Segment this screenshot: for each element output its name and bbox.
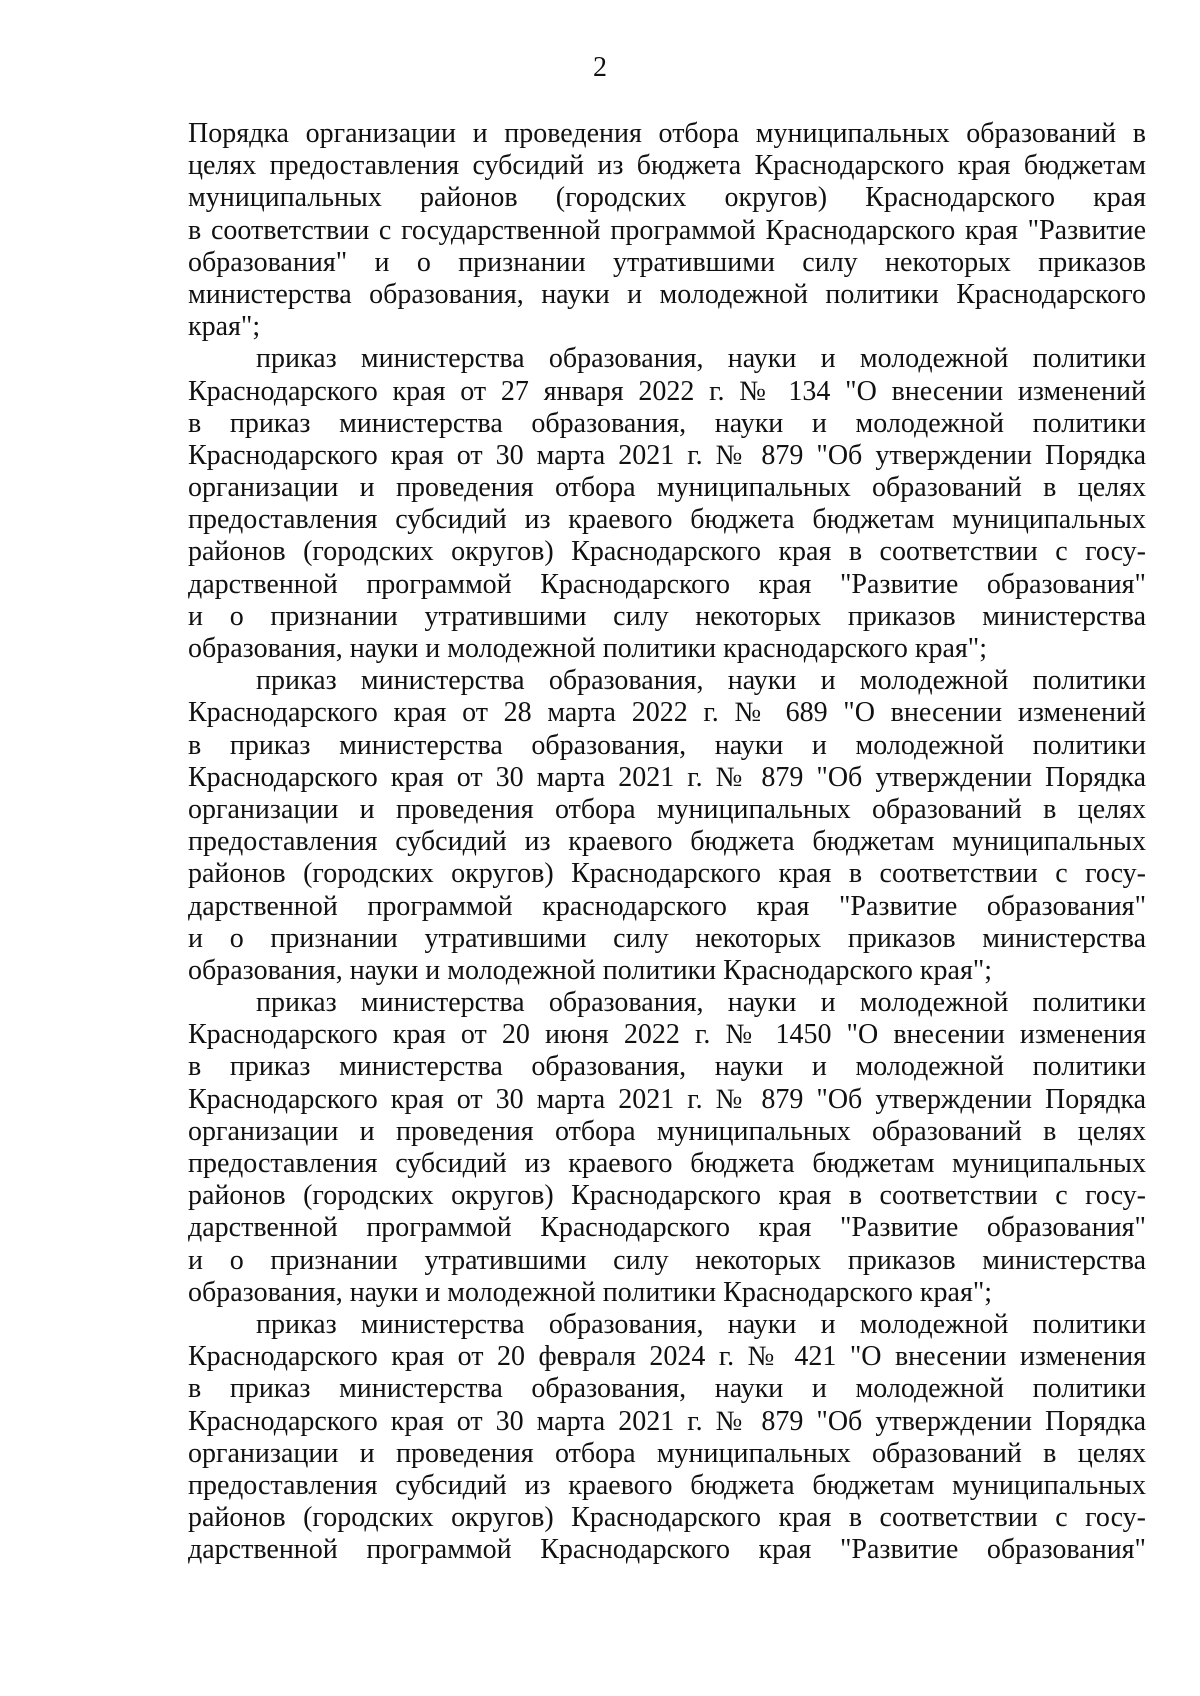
text-line: дарственной программой Краснодарского края "Развитие образования" [188, 1534, 1146, 1566]
text-line: края"; [188, 311, 261, 343]
text-line: организации и проведения отбора муниципальных образований в целях [188, 793, 1146, 825]
text-line: дарственной программой краснодарского края "Развитие образования" [188, 890, 1146, 922]
text-line: организации и проведения отбора муниципальных образований в целях [188, 1437, 1146, 1469]
text-line: районов (городских округов) Краснодарского края в соответствии с госу- [188, 1502, 1146, 1534]
text-line: дарственной программой Краснодарского края "Развитие образования" [188, 568, 1146, 600]
text-line: в приказ министерства образования, науки и молодежной политики [188, 729, 1146, 761]
text-line: Краснодарского края от 20 июня 2022 г. № 1450 "О внесении изменения [188, 1019, 1146, 1051]
text-line: образования, науки и молодежной политики Краснодарского края"; [188, 1276, 993, 1308]
text-line: Краснодарского края от 30 марта 2021 г. № 879 "Об утверждении Порядка [188, 439, 1146, 471]
text-line: образования, науки и молодежной политики Краснодарского края"; [188, 954, 993, 986]
paragraph-first-line: приказ министерства образования, науки и молодежной политики [256, 1308, 1146, 1340]
text-line: Краснодарского края от 27 января 2022 г. № 134 "О внесении изменений [188, 375, 1146, 407]
text-line: министерства образования, науки и молодежной политики Краснодарского [188, 278, 1146, 310]
text-line: дарственной программой Краснодарского края "Развитие образования" [188, 1212, 1146, 1244]
text-line: в приказ министерства образования, науки и молодежной политики [188, 407, 1146, 439]
text-line: в приказ министерства образования, науки и молодежной политики [188, 1051, 1146, 1083]
text-line: и о признании утратившими силу некоторых приказов министерства [188, 600, 1146, 632]
text-line: Порядка организации и проведения отбора муниципальных образований в [188, 118, 1146, 149]
text-line: Краснодарского края от 30 марта 2021 г. № 879 "Об утверждении Порядка [188, 1083, 1146, 1115]
text-line: в соответствии с государственной программой Краснодарского края "Развитие [188, 214, 1146, 246]
paragraph-first-line: приказ министерства образования, науки и молодежной политики [256, 665, 1146, 697]
text-line: Краснодарского края от 30 марта 2021 г. № 879 "Об утверждении Порядка [188, 1405, 1146, 1437]
text-line: Краснодарского края от 20 февраля 2024 г. № 421 "О внесении изменения [188, 1341, 1146, 1373]
document-body [188, 118, 1146, 1566]
text-line: районов (городских округов) Краснодарского края в соответствии с госу- [188, 1180, 1146, 1212]
text-line: Краснодарского края от 30 марта 2021 г. № 879 "Об утверждении Порядка [188, 761, 1146, 793]
text-line: предоставления субсидий из краевого бюджета бюджетам муниципальных [188, 1469, 1146, 1501]
page-number: 2 [593, 52, 607, 83]
text-line: организации и проведения отбора муниципальных образований в целях [188, 472, 1146, 504]
text-line: Краснодарского края от 28 марта 2022 г. № 689 "О внесении изменений [188, 697, 1146, 729]
text-line: предоставления субсидий из краевого бюджета бюджетам муниципальных [188, 826, 1146, 858]
text-line: организации и проведения отбора муниципальных образований в целях [188, 1115, 1146, 1147]
paragraph-first-line: приказ министерства образования, науки и молодежной политики [256, 343, 1146, 375]
text-line: предоставления субсидий из краевого бюджета бюджетам муниципальных [188, 1148, 1146, 1179]
text-line: образования, науки и молодежной политики краснодарского края"; [188, 633, 987, 664]
text-line: и о признании утратившими силу некоторых приказов министерства [188, 922, 1146, 954]
text-line: образования" и о признании утратившими силу некоторых приказов [188, 246, 1146, 278]
text-line: целях предоставления субсидий из бюджета Краснодарского края бюджетам [188, 150, 1146, 182]
text-line: и о признании утратившими силу некоторых приказов министерства [188, 1244, 1146, 1276]
text-line: в приказ министерства образования, науки и молодежной политики [188, 1373, 1146, 1405]
text-line: районов (городских округов) Краснодарского края в соответствии с госу- [188, 536, 1146, 568]
text-line: муниципальных районов (городских округов) Краснодарского края [188, 182, 1146, 214]
paragraph-first-line: приказ министерства образования, науки и молодежной политики [256, 987, 1146, 1019]
text-line: предоставления субсидий из краевого бюджета бюджетам муниципальных [188, 504, 1146, 536]
text-line: районов (городских округов) Краснодарского края в соответствии с госу- [188, 858, 1146, 890]
